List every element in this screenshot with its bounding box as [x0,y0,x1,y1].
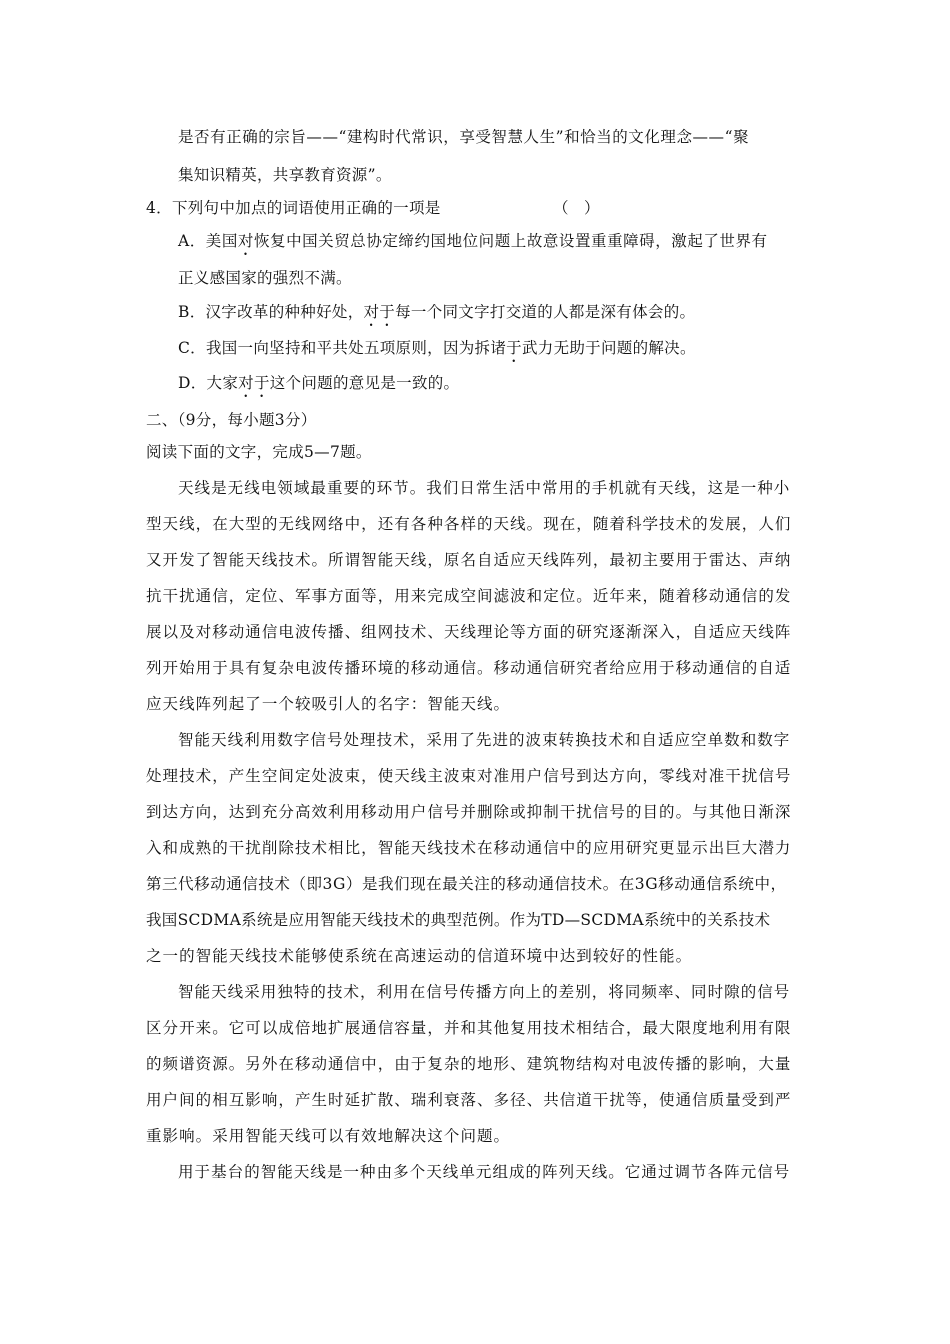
passage-p2-line-7: 之一的智能天线技术能够使系统在高速运动的信道环境中达到较好的性能。 [146,947,693,965]
option-d-dotted-word: 对于 [238,374,270,392]
option-b-text-pre: B．汉字改革的种种好处， [178,303,364,321]
passage-p1-line-1: 天线是无线电领域最重要的环节。我们日常生活中常用的手机就有天线，这是一种小 [178,479,791,497]
option-d-text-pre: D．大家 [178,374,239,392]
intro-line-1: 是否有正确的宗旨——“建构时代常识，享受智慧人生”和恰当的文化理念——“聚 [178,128,750,146]
passage-p1-line-7: 应天线阵列起了一个较吸引人的名字：智能天线。 [146,695,511,713]
option-a-text-pre: A．美国 [178,232,238,250]
passage-p3-line-2: 区分开来。它可以成倍地扩展通信容量，并和其他复用技术相结合，最大限度地利用有限 [146,1019,792,1037]
option-a-dotted-word: 对 [237,232,254,250]
question-4-stem: 4．下列句中加点的词语使用正确的一项是 [146,199,441,217]
option-a-continued: 正义感国家的强烈不满。 [178,269,352,287]
passage-p2-line-4: 入和成熟的干扰削除技术相比，智能天线技术在移动通信中的应用研究更显示出巨大潜力 [146,839,792,857]
passage-p3-line-1: 智能天线采用独特的技术，利用在信号传播方向上的差别，将同频率、同时隙的信号 [178,983,791,1001]
passage-p1-line-4: 抗干扰通信，定位、军事方面等，用来完成空间滤波和定位。近年来，随着移动通信的发 [146,587,792,605]
passage-p2-line-2: 处理技术，产生空间定处波束，使天线主波束对准用户信号到达方向，零线对准干扰信号 [146,767,792,785]
intro-line-2: 集知识精英，共享教育资源”。 [178,166,392,184]
passage-p1-line-2: 型天线，在大型的无线网络中，还有各种各样的天线。现在，随着科学技术的发展，人们 [146,515,792,533]
option-d [178,373,459,401]
passage-p1-line-6: 列开始用于具有复杂电波传播环境的移动通信。移动通信研究者给应用于移动通信的自适 [146,659,792,677]
answer-paren: （ ） [553,199,600,217]
option-b-text-post: 每一个同文字打交道的人都是深有体会的。 [395,303,696,321]
passage-p1-line-3: 又开发了智能天线技术。所谓智能天线，原名自适应天线阵列，最初主要用于雷达、声纳 [146,551,792,569]
passage-p3-line-4: 用户间的相互影响，产生时延扩散、瑞利衰落、多径、共信道干扰等，使通信质量受到严 [146,1091,792,1109]
section-2-heading: 二、（9分，每小题3分） [146,411,317,429]
option-c [178,338,696,366]
passage-p2-line-1: 智能天线利用数字信号处理技术，采用了先进的波束转换技术和自适应空单数和数字 [178,731,791,749]
option-c-text-pre: C．我国一向坚持和平共处五项原则，因为拆诸 [178,339,507,357]
option-b-dotted-word: 对于 [363,303,396,321]
passage-p4-line-1: 用于基台的智能天线是一种由多个天线单元组成的阵列天线。它通过调节各阵元信号 [178,1163,791,1181]
passage-p1-line-5: 展以及对移动通信电波传播、组网技术、天线理论等方面的研究逐渐深入，自适应天线阵 [146,623,792,641]
option-c-dotted-word: 于 [506,339,522,357]
section-2-instruction: 阅读下面的文字，完成5—7题。 [146,443,372,461]
passage-p3-line-3: 的频谱资源。另外在移动通信中，由于复杂的地形、建筑物结构对电波传播的影响，大量 [146,1055,792,1073]
option-b [178,302,695,330]
option-a-text-post: 恢复中国关贸总协定缔约国地位问题上故意设置重重障碍，激起了世界有 [253,232,768,250]
option-c-text-post: 武力无助于问题的解决。 [521,339,696,357]
option-d-text-post: 这个问题的意见是一致的。 [269,374,460,392]
option-a [178,231,768,259]
passage-p2-line-6: 我国SCDMA系统是应用智能天线技术的典型范例。作为TD—SCDMA系统中的关系技术 [146,911,771,929]
passage-p3-line-5: 重影响。采用智能天线可以有效地解决这个问题。 [146,1127,511,1145]
passage-p2-line-3: 到达方向，达到充分高效利用移动用户信号并删除或抑制干扰信号的目的。与其他日渐深 [146,803,792,821]
passage-p2-line-5: 第三代移动通信技术（即3G）是我们现在最关注的移动通信技术。在3G移动通信系统中， [146,875,787,893]
